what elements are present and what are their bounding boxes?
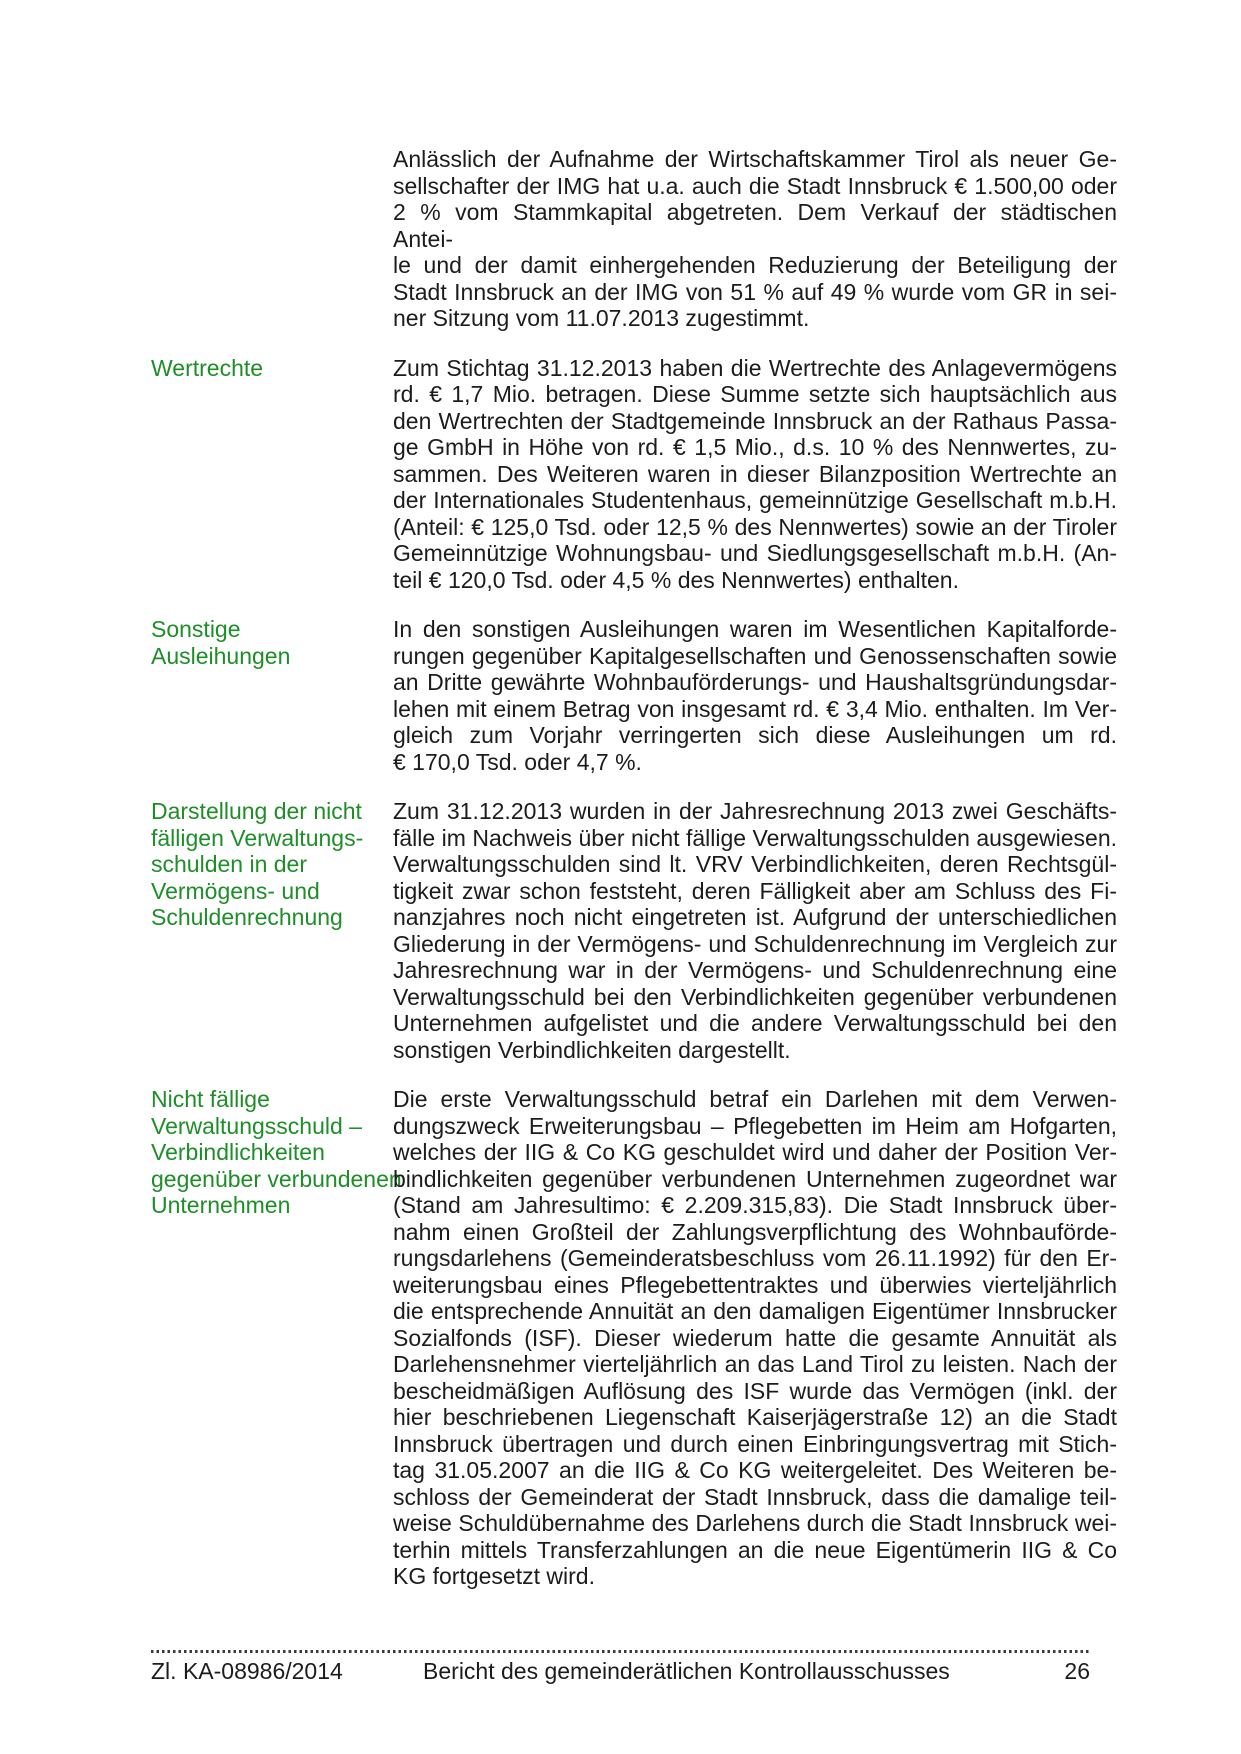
margin-label-line: Darstellung der nicht <box>151 798 362 824</box>
footer-row <box>151 1658 1090 1685</box>
paragraph-line: Sozialfonds (ISF). Dieser wiederum hatte die gesamte Annuität als <box>393 1324 1117 1351</box>
paragraph-line: weise Schuldübernahme des Darlehens durch die Stadt Innsbruck wei- <box>393 1510 1117 1536</box>
paragraph-line: Verwaltungsschuld bei den Verbindlichkeiten gegenüber verbundenen <box>393 983 1117 1010</box>
paragraph-line: le und der damit einhergehenden Reduzierung der Beteiligung der <box>393 252 1117 278</box>
paragraph-line: Gemeinnützige Wohnungsbau- und Siedlungsgesellschaft m.b.H. (An- <box>393 540 1117 566</box>
paragraph-line: Zum Stichtag 31.12.2013 haben die Wertrechte des Anlagevermögens <box>393 354 1117 381</box>
margin-label <box>151 1086 402 1219</box>
paragraph-line: schloss der Gemeinderat der Stadt Innsbruck, dass die damalige teil- <box>393 1483 1117 1510</box>
margin-label-line: Wertrechte <box>151 354 264 381</box>
paragraph-line: bescheidmäßigen Auflösung des ISF wurde das Vermögen (inkl. der <box>393 1377 1117 1404</box>
paragraph-line: (Anteil: € 125,0 Tsd. oder 12,5 % des Nennwertes) sowie an der Tiroler <box>393 513 1117 540</box>
margin-label-line: Vermögens- und <box>151 877 320 904</box>
paragraph-line: tag 31.05.2007 an die IIG & Co KG weitergeleitet. Des Weiteren be- <box>393 1457 1117 1483</box>
section <box>151 1086 1117 1590</box>
paragraph-line: nanzjahres noch nicht eingetreten ist. Aufgrund der unterschiedlichen <box>393 904 1117 930</box>
paragraph-line: die entsprechende Annuität an den damaligen Eigentümer Innsbrucker <box>393 1298 1117 1324</box>
body-paragraph <box>393 616 1117 775</box>
paragraph-line: der Internationales Studentenhaus, gemeinnützige Gesellschaft m.b.H. <box>393 487 1117 513</box>
paragraph-line: nahm einen Großteil der Zahlungsverpflichtung des Wohnbauförde- <box>393 1218 1117 1245</box>
content-area <box>151 146 1117 1613</box>
paragraph-line: (Stand am Jahresultimo: € 2.209.315,83). Die Stadt Innsbruck über- <box>393 1192 1117 1218</box>
margin-label <box>151 355 393 382</box>
page-footer <box>151 1650 1090 1685</box>
paragraph-line: teil € 120,0 Tsd. oder 4,5 % des Nennwertes) enthalten. <box>393 566 959 593</box>
paragraph-line: den Wertrechten der Stadtgemeinde Innsbruck an der Rathaus Passa- <box>393 407 1117 434</box>
section <box>151 146 1117 332</box>
paragraph-line: welches der IIG & Co KG geschuldet wird und daher der Position Ver- <box>393 1139 1117 1165</box>
footer-document-title: Bericht des gemeinderätlichen Kontrollausschusses <box>423 1658 950 1684</box>
paragraph-line: lehen mit einem Betrag von insgesamt rd. € 3,4 Mio. enthalten. Im Ver- <box>393 695 1117 722</box>
body-paragraph <box>393 146 1117 332</box>
paragraph-line: bindlichkeiten gegenüber verbundenen Unternehmen zugeordnet war <box>393 1165 1117 1192</box>
paragraph-line: Stadt Innsbruck an der IMG von 51 % auf 49 % wurde vom GR in sei- <box>393 278 1117 305</box>
margin-label-line: Ausleihungen <box>151 642 291 669</box>
paragraph-line: ge GmbH in Höhe von rd. € 1,5 Mio., d.s. 10 % des Nennwertes, zu- <box>393 434 1117 460</box>
paragraph-line: fälle im Nachweis über nicht fällige Verwaltungsschulden ausgewiesen. <box>393 824 1117 851</box>
margin-label-line: Unternehmen <box>151 1192 291 1218</box>
paragraph-line: € 170,0 Tsd. oder 4,7 %. <box>393 748 642 775</box>
paragraph-line: gleich zum Vorjahr verringerten sich diese Ausleihungen um rd. <box>393 722 1117 748</box>
margin-label <box>151 616 393 669</box>
paragraph-line: Die erste Verwaltungsschuld betraf ein Darlehen mit dem Verwen- <box>393 1086 1117 1112</box>
margin-label-line: Nicht fällige <box>151 1086 270 1112</box>
paragraph-line: Unternehmen aufgelistet und die andere Verwaltungsschuld bei den <box>393 1010 1117 1036</box>
footer-page-number: 26 <box>1064 1658 1090 1684</box>
margin-label <box>151 798 393 931</box>
paragraph-line: KG fortgesetzt wird. <box>393 1563 595 1589</box>
margin-label-line: gegenüber verbundenen <box>151 1165 402 1192</box>
footer-reference-number: Zl. KA-08986/2014 <box>151 1658 343 1684</box>
paragraph-line: rungen gegenüber Kapitalgesellschaften und Genossenschaften sowie <box>393 642 1117 669</box>
paragraph-line: hier beschriebenen Liegenschaft Kaiserjägerstraße 12) an die Stadt <box>393 1404 1117 1430</box>
body-paragraph <box>393 1086 1117 1590</box>
paragraph-line: Jahresrechnung war in der Vermögens- und Schuldenrechnung eine <box>393 957 1117 983</box>
body-paragraph <box>393 355 1117 594</box>
paragraph-line: ner Sitzung vom 11.07.2013 zugestimmt. <box>393 305 810 331</box>
paragraph-line: 2 % vom Stammkapital abgetreten. Dem Verkauf der städtischen Antei- <box>393 199 1117 252</box>
paragraph-line: Gliederung in der Vermögens- und Schuldenrechnung im Vergleich zur <box>393 930 1117 957</box>
paragraph-line: Innsbruck übertragen und durch einen Einbringungsvertrag mit Stich- <box>393 1430 1117 1457</box>
paragraph-line: rungsdarlehens (Gemeinderatsbeschluss vom 26.11.1992) für den Er- <box>393 1245 1117 1271</box>
paragraph-line: Anlässlich der Aufnahme der Wirtschaftskammer Tirol als neuer Ge- <box>393 146 1117 172</box>
margin-label-line: Sonstige <box>151 616 241 642</box>
paragraph-line: rd. € 1,7 Mio. betragen. Diese Summe setzte sich hauptsächlich aus <box>393 381 1117 407</box>
paragraph-line: Verwaltungsschulden sind lt. VRV Verbindlichkeiten, deren Rechtsgül- <box>393 851 1117 877</box>
paragraph-line: sonstigen Verbindlichkeiten dargestellt. <box>393 1036 791 1063</box>
paragraph-line: sammen. Des Weiteren waren in dieser Bilanzposition Wertrechte an <box>393 460 1117 487</box>
footer-dotted-rule <box>151 1650 1090 1653</box>
paragraph-line: Darlehensnehmer vierteljährlich an das Land Tirol zu leisten. Nach der <box>393 1351 1117 1377</box>
section <box>151 355 1117 594</box>
paragraph-line: terhin mittels Transferzahlungen an die neue Eigentümerin IIG & Co <box>393 1536 1117 1563</box>
paragraph-line: tigkeit zwar schon feststeht, deren Fälligkeit aber am Schluss des Fi- <box>393 877 1117 904</box>
margin-label-line: Verwaltungsschuld – <box>151 1112 362 1139</box>
section <box>151 616 1117 775</box>
section <box>151 798 1117 1063</box>
margin-label-line: schulden in der <box>151 851 307 877</box>
margin-label-line: fälligen Verwaltungs- <box>151 824 364 851</box>
paragraph-line: In den sonstigen Ausleihungen waren im Wesentlichen Kapitalforde- <box>393 616 1117 642</box>
body-paragraph <box>393 798 1117 1063</box>
margin-label-line: Schuldenrechnung <box>151 904 343 930</box>
paragraph-line: an Dritte gewährte Wohnbauförderungs- und Haushaltsgründungsdar- <box>393 669 1117 695</box>
paragraph-line: Zum 31.12.2013 wurden in der Jahresrechnung 2013 zwei Geschäfts- <box>393 798 1117 824</box>
margin-label-line: Verbindlichkeiten <box>151 1139 325 1165</box>
paragraph-line: sellschafter der IMG hat u.a. auch die Stadt Innsbruck € 1.500,00 oder <box>393 172 1117 199</box>
paragraph-line: dungszweck Erweiterungsbau – Pflegebetten im Heim am Hofgarten, <box>393 1112 1117 1139</box>
paragraph-line: weiterungsbau eines Pflegebettentraktes und überwies vierteljährlich <box>393 1271 1117 1298</box>
